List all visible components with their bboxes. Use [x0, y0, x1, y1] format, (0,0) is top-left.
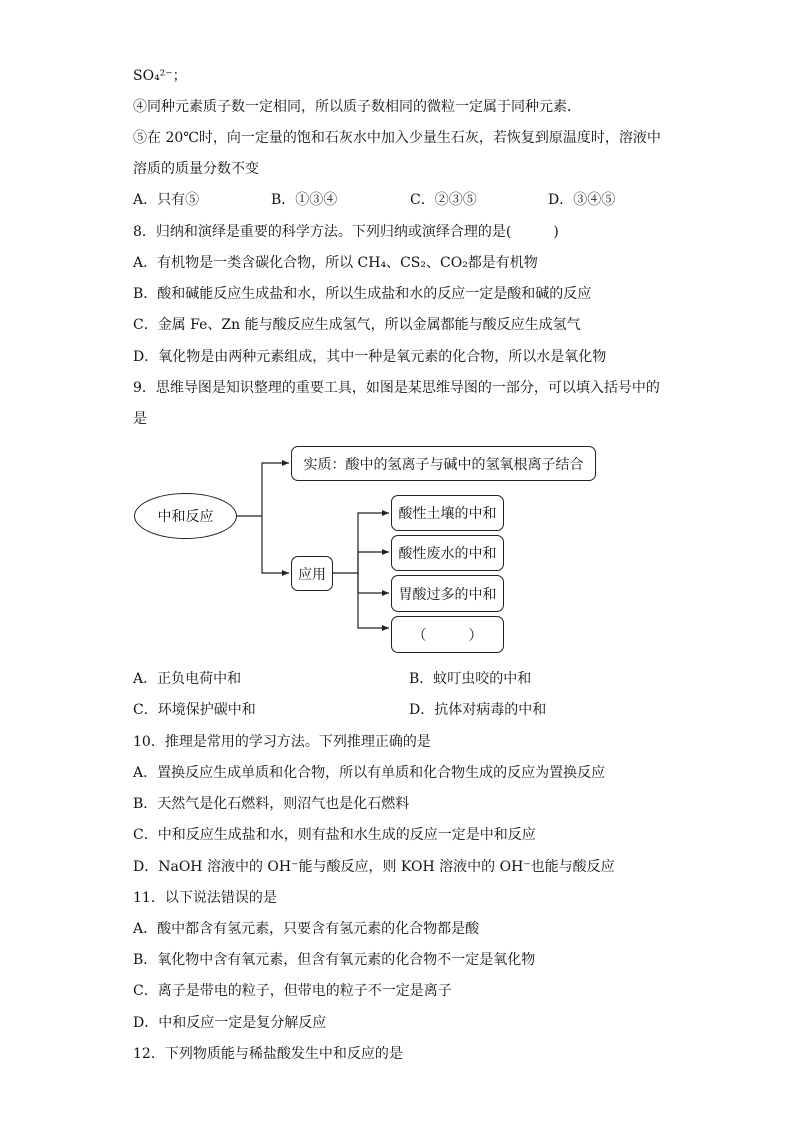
- mind-map-essence: 实质：酸中的氢离子与碱中的氢氧根离子结合: [291, 446, 596, 481]
- q7-line-so4: SO₄²⁻；: [133, 68, 187, 84]
- q11-option-c[interactable]: C．离子是带电的粒子，但带电的粒子不一定是离子: [133, 983, 452, 999]
- q9-stem-a: 9．思维导图是知识整理的重要工具，如图是某思维导图的一部分，可以填入括号中的: [133, 380, 660, 396]
- q7-option-d[interactable]: D．③④⑤: [548, 192, 616, 208]
- connector-item-3: [358, 573, 389, 593]
- q8-stem: 8．归纳和演绎是重要的科学方法。下列归纳或演绎合理的是( ): [133, 224, 559, 240]
- connector-application: [262, 516, 289, 573]
- q8-option-a[interactable]: A．有机物是一类含碳化合物，所以 CH₄、CS₂、CO₂都是有机物: [133, 255, 538, 271]
- q10-option-c[interactable]: C．中和反应生成盐和水，则有盐和水生成的反应一定是中和反应: [133, 827, 536, 843]
- connector-item-1: [358, 513, 389, 573]
- mind-map-app-item-3: 胃酸过多的中和: [391, 575, 504, 612]
- mind-map-app-item-1: 酸性土壤的中和: [391, 495, 504, 531]
- q7-item-5a: ⑤在 20℃时，向一定量的饱和石灰水中加入少量生石灰，若恢复到原温度时，溶液中: [133, 130, 661, 146]
- q9-option-b[interactable]: B．蚊叮虫咬的中和: [409, 671, 532, 687]
- q9-option-c[interactable]: C．环境保护碳中和: [133, 702, 256, 718]
- q12-stem: 12．下列物质能与稀盐酸发生中和反应的是: [133, 1046, 403, 1062]
- q7-item-5b: 溶质的质量分数不变: [133, 161, 259, 177]
- q9-stem-b: 是: [133, 411, 147, 427]
- q10-option-a[interactable]: A．置换反应生成单质和化合物，所以有单质和化合物生成的反应为置换反应: [133, 765, 606, 781]
- q10-option-d[interactable]: D．NaOH 溶液中的 OH⁻能与酸反应，则 KOH 溶液中的 OH⁻也能与酸反应: [133, 859, 615, 875]
- mind-map-app-item-blank: （ ）: [391, 616, 504, 653]
- mind-map-application: 应用: [291, 556, 333, 591]
- q9-option-d[interactable]: D．抗体对病毒的中和: [409, 702, 547, 718]
- q10-option-b[interactable]: B．天然气是化石燃料，则沼气也是化石燃料: [133, 796, 410, 812]
- q11-option-d[interactable]: D．中和反应一定是复分解反应: [133, 1015, 327, 1031]
- q10-stem: 10．推理是常用的学习方法。下列推理正确的是: [133, 734, 431, 750]
- q7-option-c[interactable]: C．②③⑤: [410, 192, 477, 208]
- q11-option-a[interactable]: A．酸中都含有氢元素，只要含有氢元素的化合物都是酸: [133, 921, 480, 937]
- q7-item-4: ④同种元素质子数一定相同，所以质子数相同的微粒一定属于同种元素．: [133, 99, 581, 115]
- q11-stem: 11．以下说法错误的是: [133, 890, 277, 906]
- q8-option-d[interactable]: D．氧化物是由两种元素组成，其中一种是氧元素的化合物，所以水是氧化物: [133, 349, 607, 365]
- connector-item-4: [358, 573, 389, 628]
- connector-essence: [262, 463, 289, 516]
- q7-option-a[interactable]: A．只有⑤: [133, 192, 200, 208]
- q7-option-b[interactable]: B．①③④: [271, 192, 338, 208]
- mind-map-root: 中和反应: [134, 493, 237, 539]
- mind-map-app-item-2: 酸性废水的中和: [391, 535, 504, 571]
- q9-option-a[interactable]: A．正负电荷中和: [133, 671, 242, 687]
- q11-option-b[interactable]: B．氧化物中含有氧元素，但含有氧元素的化合物不一定是氧化物: [133, 952, 536, 968]
- q8-option-c[interactable]: C．金属 Fe、Zn 能与酸反应生成氢气，所以金属都能与酸反应生成氢气: [133, 317, 581, 333]
- q8-option-b[interactable]: B．酸和碱能反应生成盐和水，所以生成盐和水的反应一定是酸和碱的反应: [133, 286, 592, 302]
- connector-item-2: [358, 552, 389, 573]
